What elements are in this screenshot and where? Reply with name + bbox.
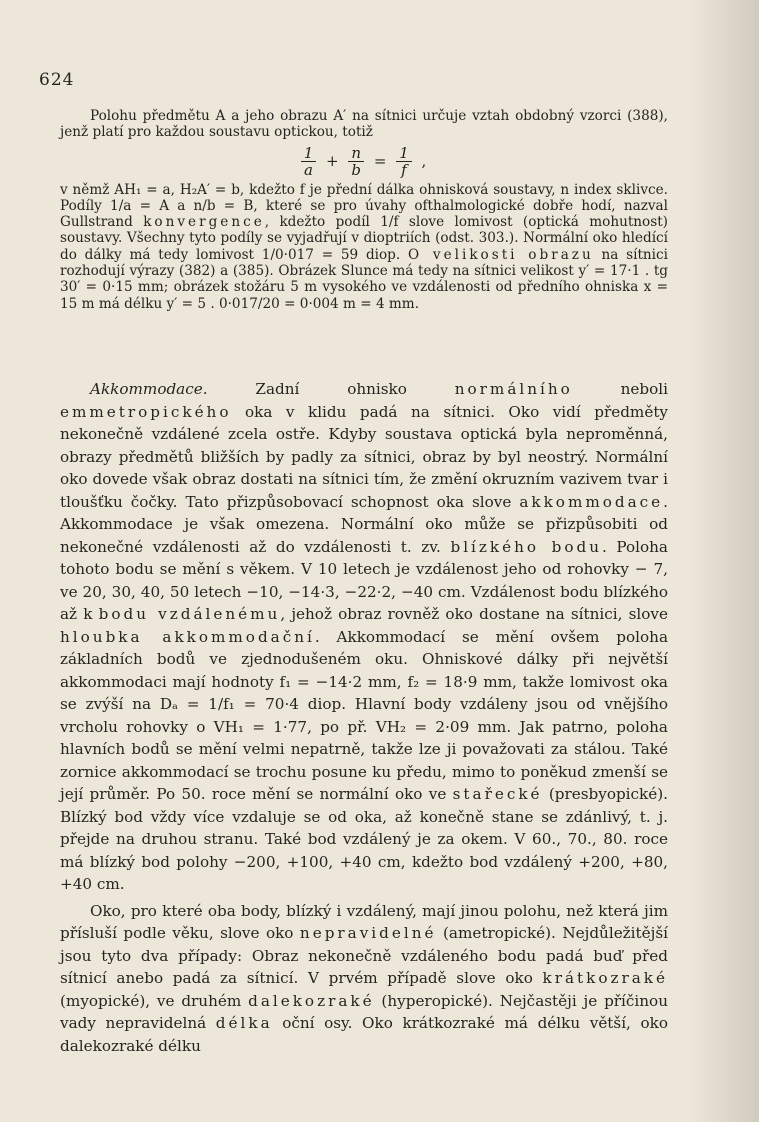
term-near-point: blízkého bodu [450,537,602,556]
formula-plus: + [326,151,339,170]
term-irregular: nepravidelné [299,924,437,942]
section-heading: Akkommodace. [90,380,208,398]
term-emmetropic: emmetropického [60,402,232,421]
formula-equals: = [373,151,387,170]
main-text [60,378,668,1057]
term-convergence: konvergence [143,214,265,231]
term-depth: hloubka akkommodační [60,627,315,646]
intro-line: Polohu předmětu A a jeho obrazu A′ na sítnici určuje vztah obdobný vzorci (388), jenž platí pro každou soustavu optickou, totiž [60,108,668,141]
lens-formula [60,145,668,178]
formula-trail: , [421,151,427,170]
term-akkommodace: akkommodace [519,492,664,511]
term-senile: stařecké [452,785,543,803]
formula-term-1: $\frac{1}{a}$ [301,145,317,178]
page-number: 624 [39,70,75,90]
paragraph-accommodation: Akkommodace. Zadní ohnisko normálního neboli emmetropického oka v klidu padá na sítnici. Oko vidí předměty nekonečně vzdálené zcela ostře. Kdyby soustava optická byla neproměnná, obrazy předmětů bližších by padly za sítnici, obraz by byl neostrý. Normální oko dovede však obraz dostati na sítnici tím, že změní okruzním vazivem tvar i tloušťku čočky. Tato přizpůsobovací schopnost oka slove akkommodace. Akkommodace je však omezena. Normální oko může se přizpůsobiti od nekonečné vzdálenosti až do vzdálenosti t. zv. blízkého bodu. Poloha tohoto bodu se mění s věkem. V 10 letech je vzdálenost jeho od rohovky − 7, ve 20, 30, 40, 50 letech −10, −14·3, −22·2, −40 cm. Vzdálenost bodu blízkého až k bodu vzdálenému, jehož obraz rovněž oko dostane na sítnici, slove hloubka akkommodační. Akkommodací se mění ovšem poloha základních bodů ve zjednodušeném oku. Ohniskové dálky při největší akkommodaci mají hodnoty f₁ = −14·2 mm, f₂ = 18·9 mm, takže lomivost oka se zvýší na Dₐ = 1/f₁ = 70·4 diop. Hlavní body vzdáleny jsou od vnějšího vrcholu rohovky o VH₁ = 1·77, po př. VH₂ = 2·09 mm. Jak patrno, poloha hlavních bodů se mění velmi nepatrně, takže lze ji považovati za stálou. Také zornice akkommodací se trochu posune ku předu, mimo to poněkud zmenší se její průměr. Po 50. roce mění se normální oko ve stařecké (presbyopické). Blízký bod vždy více vzdaluje se od oka, až konečně stane se zdánlivý, t. j. přejde na druhou stranu. Také bod vzdálený je za okem. V 60., 70., 80. roce má blízký bod polohy −200, +100, +40 cm, kdežto bod vzdálený +200, +80, +40 cm. [60,380,668,893]
term-length: délka [215,1014,273,1032]
formula-term-2: $\frac{n}{b}$ [348,145,364,178]
intro-block [60,108,668,312]
formula-term-3: $\frac{1}{f}$ [396,145,412,178]
intro-paragraph: v němž AH₁ = a, H₂A′ = b, kdežto f je přední dálka ohnisková soustavy, n index sklivce. Podíly 1/a = A a n/b = B, které se pro úvahy ofthalmologické dobře hodí, nazval Gullstrand konvergence, kdežto podíl 1/f slove lomivost (optická mohutnost) soustavy. Všechny tyto podíly se vyjadřují v dioptriích (odst. 303.). Normální oko hledící do dálky má tedy lomivost 1/0·017 = 59 diop. O velikosti obrazu na sítnici rozhodují výrazy (382) a (385). Obrázek Slunce má tedy na sítnici velikost y′ = 17·1 . tg 30′ = 0·15 mm; obrázek stožáru 5 m vysokého ve vzdálenosti od předního ohniska x = 15 m má délku y′ = 5 . 0·017/20 = 0·004 m = 4 mm. [60,181,668,312]
term-far-point: bodu vzdálenému [98,605,281,623]
term-short-sighted: krátkozraké [542,969,668,987]
paragraph-ametropia: Oko, pro které oba body, blízký i vzdálený, mají jinou polohu, než která jim přísluší podle věku, slove oko nepravidelné (ametropické). Nejdůležitější jsou tyto dva případy: Obraz nekonečně vzdáleného bodu padá buď před sítnicí anebo padá za sítnicí. V prvém případě slove oko krátkozraké (myopické), ve druhém dalekozraké (hyperopické). Nejčastěji je příčinou vady nepravidelná délka oční osy. Oko krátkozraké má délku větší, oko dalekozraké délku [60,901,668,1055]
term-normal: normálního [454,380,573,398]
page-edge-shadow [689,0,759,1122]
term-long-sighted: dalekozraké [248,991,375,1010]
term-image-size: O velikosti obrazu [407,246,594,263]
